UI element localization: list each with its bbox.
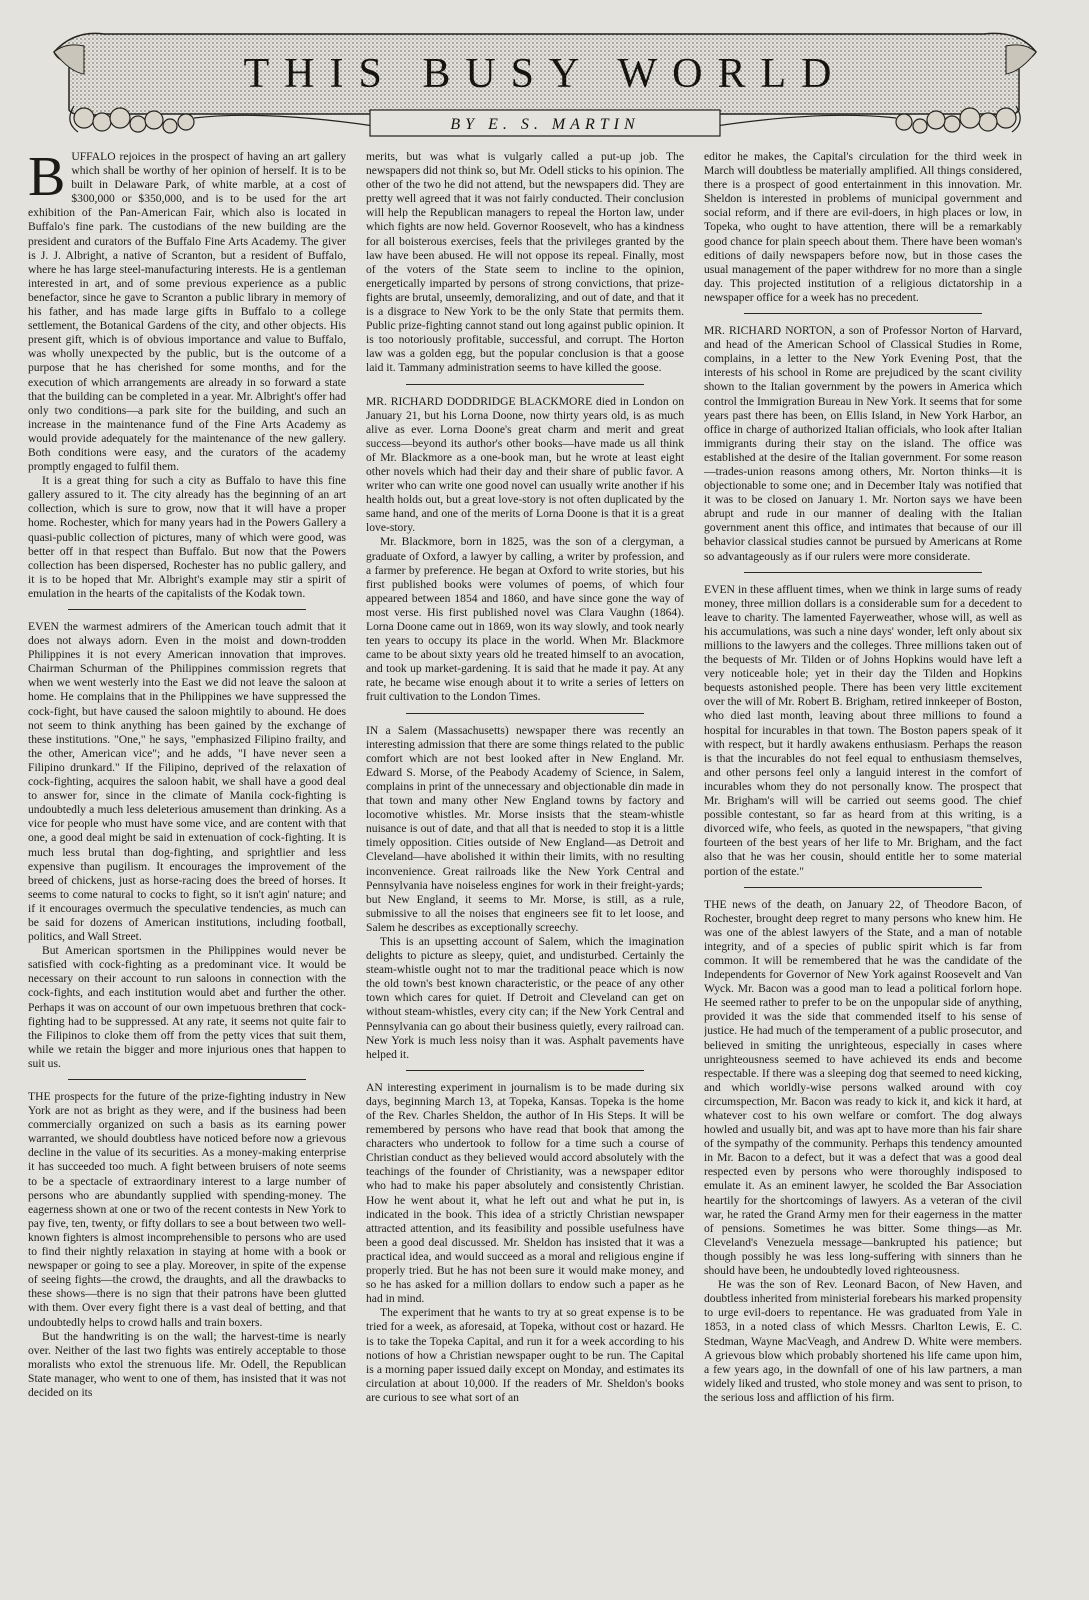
article-blackmore-paragraph: MR. RICHARD DODDRIDGE BLACKMORE died in London on January 21, but his Lorna Doone, now thirty years old, is as much alive as ever. Lorna Doone's great charm and merit and great success—beyond its author's other books—have made us all think of Mr. Blackmore as a one-book man, but he wrote at least eight other novels which had their day and their share of public favor. A writer who can write one good novel can usually write another if his health holds out, but a great love-story is not often duplicated by the same hand, and one of the merits of Lorna Doone is that it is a great love-story. <box>366 394 684 535</box>
paragraph-text: UFFALO rejoices in the prospect of having an art gallery which shall be worthy of her opinion of herself. It is to be built in Delaware Park, of white marble, at a cost of $300,000 or $350,000, and is to be used for the art exhibition of the Pan-American Fair, which also is located in Buffalo's fine park. The custodians of the new building are the president and curators of the Buffalo Fine Arts Academy. The giver is J. J. Albright, a native of Scranton, but a resident of Buffalo, where he has large steel-manufacturing interests. He is a gentleman interested in art, and of some previous experience as a public benefactor, since he gave to Scranton a public library in memory of his father, and has made large gifts in Buffalo to a college settlement, the Botanical Gardens of the city, and other objects. His present gift, which is of obvious importance and value to Buffalo, was wholly unexpected by the public, but is the outcome of a purpose that he has cherished for some months, and for the execution of which arrangements are already in so forward a state that the building can be completed in a year. Mr. Albright's offer had only two conditions—a park site for the building, and such an increase in the maintenance fund of the Fine Arts Academy as would provide adequately for the maintenance of the new gallery. Both conditions were easy, and the curators of the academy promptly engaged to fulfil them. <box>28 150 346 474</box>
section-divider <box>68 1079 306 1080</box>
masthead-banner <box>44 22 1046 140</box>
article-blackmore-paragraph-2: Mr. Blackmore, born in 1825, was the son of a clergyman, a graduate of Oxford, a lawyer by calling, a writer by profession, and a farmer by preference. He began at Oxford to write stories, but his first published books were volumes of poems, of which four appeared between 1854 and 1860, and have since gone the way of most verse. His first published novel was Clara Vaughn (1864). Lorna Doone came out in 1869, won its way slowly, and took nearly ten years to occupy its place in the world. When Mr. Blackmore came to be about sixty years old he treated himself to an avocation, and took up market-gardening. It is said that he made it pay. At any rate, he became wise enough about it to write a series of letters on fruit cultivation to the London Times. <box>366 535 684 704</box>
article-buffalo-paragraph-2: It is a great thing for such a city as Buffalo to have this fine gallery assured to it. The city already has the beginning of an art collection, which is sure to grow, now that it will have a proper home. Rochester, which for many years had in the Powers Gallery a quasi-public collection of pictures, many of which were good, was better off in that respect than Buffalo. But now that the Powers collection has been dispersed, Rochester has no public gallery, and it is to be hoped that Mr. Albright's example may stir a spirit of emulation in the hearts of the capitalists of the Kodak town. <box>28 474 346 600</box>
article-topeka-paragraph-2: The experiment that he wants to try at so great expense is to be tried for a week, as aforesaid, at Topeka, without cost or hazard. He is to take the Topeka Capital, and run it for a week according to his notions of how a Christian newspaper ought to be run. The Capital is a morning paper issued daily except on Monday, and estimates its circulation at about 10,000. If the readers of Mr. Sheldon's books are curious to see what sort of an <box>366 1306 684 1404</box>
article-topeka-paragraph: AN interesting experiment in journalism is to be made during six days, beginning March 13, at Topeka, Kansas. Topeka is the home of the Rev. Charles Sheldon, the author of In His Steps. It will be remembered by persons who have read that book that among the characters who undertook to follow for a time such a course of Christian conduct as they believed would accord absolutely with the teachings of the founder of Christianity, was a newspaper editor who had to make his paper absolutely and consistently Christian. How he went about it, what he left out and what he put in, is indicated in the book. This idea of a strictly Christian newspaper attracted attention, and its feasibility and possible usefulness have been a good deal discussed. Mr. Sheldon has insisted that it was a practical idea, and would succeed as a moral and religious engine if properly tried. But he has not been sure it would make money, and so he has asked for a million dollars to endow such a paper as he had in mind. <box>366 1080 684 1306</box>
article-norton-paragraph: MR. RICHARD NORTON, a son of Professor Norton of Harvard, and head of the American School of Classical Studies in Rome, complains, in a letter to the New York Evening Post, that the interests of his school in Rome are prejudiced by the scant civility shown to the Italian government by the powers in America which control the Immigration Bureau in New York. It seems that for some years past there has been, on Ellis Island, in New York Harbor, an office in charge of authorized Italian officials, who look after Italian immigrants during their stay on the island. The office was established at the desire of the Italian government. For some reason—trades-union reasons among others, Mr. Norton thinks—it is objectionable to some one; and in December Italy was notified that it was to be closed on January 1. Mr. Norton says we have been abrupt and rude in our manner of dealing with the Italian government anent this office, and intimates that because of our ill behavior classical studies cannot be pursued by Americans at Rome so advantageously as if our rulers were more considerate. <box>704 324 1022 563</box>
article-prize-fighting-continued: merits, but was what is vulgarly called a put-up job. The newspapers did not think so, but Mr. Odell sticks to his opinion. The other of the two he did not attend, but the newspapers did. They are pretty well agreed that it was not fairly conducted. Their conclusion will help the Republican managers to repeal the Horton law, under which fights are now held. Governor Roosevelt, who has a kindness for all boisterous exercises, feels that the privileges granted by the law have been abused. He will not oppose its repeal. Finally, most of the voters of the State seem to incline to the opinion, energetically imparted by persons of strong convictions, that prize-fights are brutal, unseemly, demoralizing, and out of date, and that it is a disgrace to New York to be the only State that permits them. Public prize-fighting cannot stand out long against public opinion. It is too notoriously profitable, successful, and corrupt. The Horton law was a golden egg, but the popular conclusion is that a goose laid it. Tammany administration seems to have killed the goose. <box>366 150 684 375</box>
section-divider <box>744 572 982 573</box>
article-prize-fighting-paragraph-2: But the handwriting is on the wall; the harvest-time is nearly over. Neither of the last two fights was entirely acceptable to those moralists who extol the strenuous life. Mr. Odell, the Republican State manager, who went to one of them, has insisted that it was not decided on its <box>28 1329 346 1399</box>
article-prize-fighting-paragraph: THE prospects for the future of the prize-fighting industry in New York are not as bright as they were, and if the business had been commercially organized on such a basis as its earning power warranted, we should doubtless have noticed before now a grievous decline in the value of its securities. As a money-making enterprise it has succeeded too much. A fight between bruisers of note seems to be a spectacle of extraordinary interest to a large number of persons who are abundantly supplied with spending-money. The eagerness shown at one or two of the recent contests in New York to pay five, ten, twenty, or fifty dollars to see a bout between two well-known fighters is almost incomprehensible to persons who are used to find their nightly relaxation in staying at home with a book or newspaper or going to see a play. Moreover, in spite of the expense of seeing fights—the crowd, the draughts, and all the drawbacks to these shows—there is no sign that their patrons have been glutted with them. Over every fight there is a vast deal of betting, and that undoubtedly helps to crowd halls and train boxers. <box>28 1090 346 1329</box>
section-divider <box>406 713 644 714</box>
article-brigham-paragraph: EVEN in these affluent times, when we think in large sums of ready money, three million dollars is a considerable sum for a decedent to leave to charity. The lamented Fayerweather, whose will, as well as his accumulations, was such a nine days' wonder, left only about six millions to the lawyers and the colleges. Three millions taken out of the bequests of Mr. Tilden or of Johns Hopkins would have left a very noticeable hole; yet in their day the Tilden and Hopkins bequests astonished people. There has been very little excitement over the will of Mr. Robert B. Brigham, retired innkeeper of Boston, who died last month, leaving about three millions to found a hospital for incurables in that town. The Boston papers speak of it with respect, but it hardly awakens enthusiasm. Perhaps the reason is that the incurables do not feel equal to enthusiasm themselves, and other persons feel only a languid interest in the comfort of incurables whom they do not personally know. The prospect that Mr. Brigham's will will be carried out seems good. The chief possible contestant, so far as heard from at this writing, is a divorced wife, who feels, as quoted in the newspapers, "that giving fourteen of the best years of her life to Mr. Brigham, and the fact also that he was her cousin, should entitle her to some material portion of the estate." <box>704 582 1022 878</box>
page-title: THIS BUSY WORLD <box>243 51 847 97</box>
section-divider <box>406 384 644 385</box>
drop-cap: B <box>28 150 66 208</box>
article-salem-paragraph: IN a Salem (Massachusetts) newspaper there was recently an interesting admission that there are some things related to the public comfort which are not best looked after in New England. Mr. Edward S. Morse, of the Peabody Academy of Science, in Salem, complains in print of the unnecessary and objectionable din made in that town and many other New England towns by factory and locomotive whistles. Mr. Morse insists that the steam-whistle nuisance is out of date, and that all that is needed to stop it is a little timely opposition. Cities outside of New England—as Detroit and Cleveland—have abolished it within their limits, with no resulting inconvenience. Great railroads like the New York Central and Pennsylvania have noiseless engines for work in their freight-yards; but New England, it seems to Mr. Morse, is still, as a rule, submissive to all the noises that engineers see fit to let loose, and Salem he describes as exceptionally screechy. <box>366 723 684 934</box>
article-bacon-paragraph-2: He was the son of Rev. Leonard Bacon, of New Haven, and doubtless inherited from ministerial forebears his marked propensity to urge evil-doers to repentance. He was graduated from Yale in 1853, in a noted class of which Messrs. Charlton Lewis, E. C. Stedman, Wayne MacVeagh, and Andrew D. White were members. A grievous blow which probably shortened his life came upon him, a few years ago, in the downfall of one of his law partners, a man widely liked and trusted, who stole money and was sent to prison, to the serious loss and affliction of his firm. <box>704 1278 1022 1404</box>
section-divider <box>406 1070 644 1071</box>
article-topeka-continued: editor he makes, the Capital's circulation for the third week in March will doubtless be materially amplified. All things considered, there is a prospect of good entertainment in this innovation. Mr. Sheldon is interested in problems of municipal government and social reform, and if there are evil-doers, in high places or low, in Topeka, who ought to have attention, there will be a remarkably good chance for plain speech about them. There have been woman's editions of daily newspapers before now, but in those cases the usual management of the paper withdrew for no more than a single day. This projected institution of a religious dictatorship in a newspaper office for a week has no precedent. <box>704 150 1022 304</box>
column-3 <box>704 150 1022 1590</box>
article-buffalo-paragraph <box>28 150 346 474</box>
article-philippines-paragraph-2: But American sportsmen in the Philippines would never be satisfied with cock-fighting as a predominant vice. It would be necessary on their account to run saloons in connection with the cock-fights, and each institution would abet and further the other. Perhaps it was on account of our own impetuous brethren that cock-fighting had to be suppressed. At any rate, it seems not quite fair to the Filipinos to cloke them off from the petty vices that suit them, while we retain the bigger and more injurious ones that happen to suit us. <box>28 944 346 1070</box>
article-philippines-paragraph: EVEN the warmest admirers of the American touch admit that it does not always adorn. Even in the moist and down-trodden Philippines it is not every American innovation that improves. Chairman Schurman of the Philippines commission regrets that when we went westerly into the East we did not leave the saloon at home. He complains that in the Philippines we have suppressed the cock-fight, but have caused the saloon mightily to abound. He does not seem to think anything has been gained by the exchange of these institutions. "One," he says, "emphasized Filipino frailty, and the other, American vice"; and he adds, "I have never seen a Filipino drunkard." If the Filipino, deprived of the relaxation of cock-fighting, acquires the saloon habit, we shall have a good deal to answer for, since in the climate of Manila cock-fighting is undoubtedly a much less deleterious amusement than drinking. As a vice for people who must have some vice, and are content with that one, a good deal might be said in extenuation of cock-fighting. It is much less brutal than dog-fighting, and sprightlier and less expensive than pugilism. It encourages the improvement of the breed of chickens, just as horse-racing does the breed of horses. It seems to come natural to cocks to fight, so it isn't agin' nature; and if it encourages overmuch the speculative tendencies, as much can be said for dozens of American institutions, including football, politics, and Wall Street. <box>28 620 346 944</box>
section-divider <box>744 887 982 888</box>
column-2 <box>366 150 684 1590</box>
byline: BY E. S. MARTIN <box>450 116 640 133</box>
section-divider <box>68 609 306 610</box>
article-bacon-paragraph: THE news of the death, on January 22, of Theodore Bacon, of Rochester, brought deep regret to many persons who knew him. He was one of the ablest lawyers of the State, and a man of notable integrity, and of a species of public spirit which is far from common. It will be remembered that he was the candidate of the Independents for Governor of New York against Roosevelt and Van Wyck. Mr. Bacon was a good man to lead a political forlorn hope. He seemed rather to prefer to be on the unpopular side of anything, provided it was the side that commended itself to his sense of justice. He had much of the temperament of a public prosecutor, and believed in smiting the unrighteous, especially in cases where unrighteousness seemed to have achieved its ends and become respectable. If there was a sleeping dog that seemed to need kicking, and which worldly-wise persons walked around with coy circumspection, Mr. Bacon was ready to kick it, and kick it hard, at whatever cost to his own welfare or comfort. The dog always howled and usually bit, and was apt to have more than his fair share of the sympathy of the community. Perhaps this tendency amounted in Mr. Bacon to a defect, but it was a defect that was a good deal respected even by persons who were thoroughly indisposed to emulate it. As an eminent lawyer, he scolded the Bar Association heartily for the shortcomings of lawyers. As a veteran of the civil war, he rated the Grand Army men for their eagerness in the matter of pensions. Sometimes he was bitter. Some things—as Mr. Cleveland's Venezuela message—bankrupted his patience; but though possibly he was less long-suffering with sinners than he should have been, he undoubtedly loved righteousness. <box>704 897 1022 1278</box>
article-salem-paragraph-2: This is an upsetting account of Salem, which the imagination delights to picture as sleepy, quiet, and undisturbed. Certainly the steam-whistle ought not to mar the traditional peace which is now the old town's best known characteristic, or the peace of any other town which cares for quiet. If Detroit and Cleveland can get on without steam-whistles, every city can; if the New York Central and Pennsylvania can go about their business quietly, every railroad can. New York is much less noisy than it was. Asphalt pavements have helped it. <box>366 934 684 1061</box>
section-divider <box>744 313 982 314</box>
column-1 <box>28 150 346 1590</box>
